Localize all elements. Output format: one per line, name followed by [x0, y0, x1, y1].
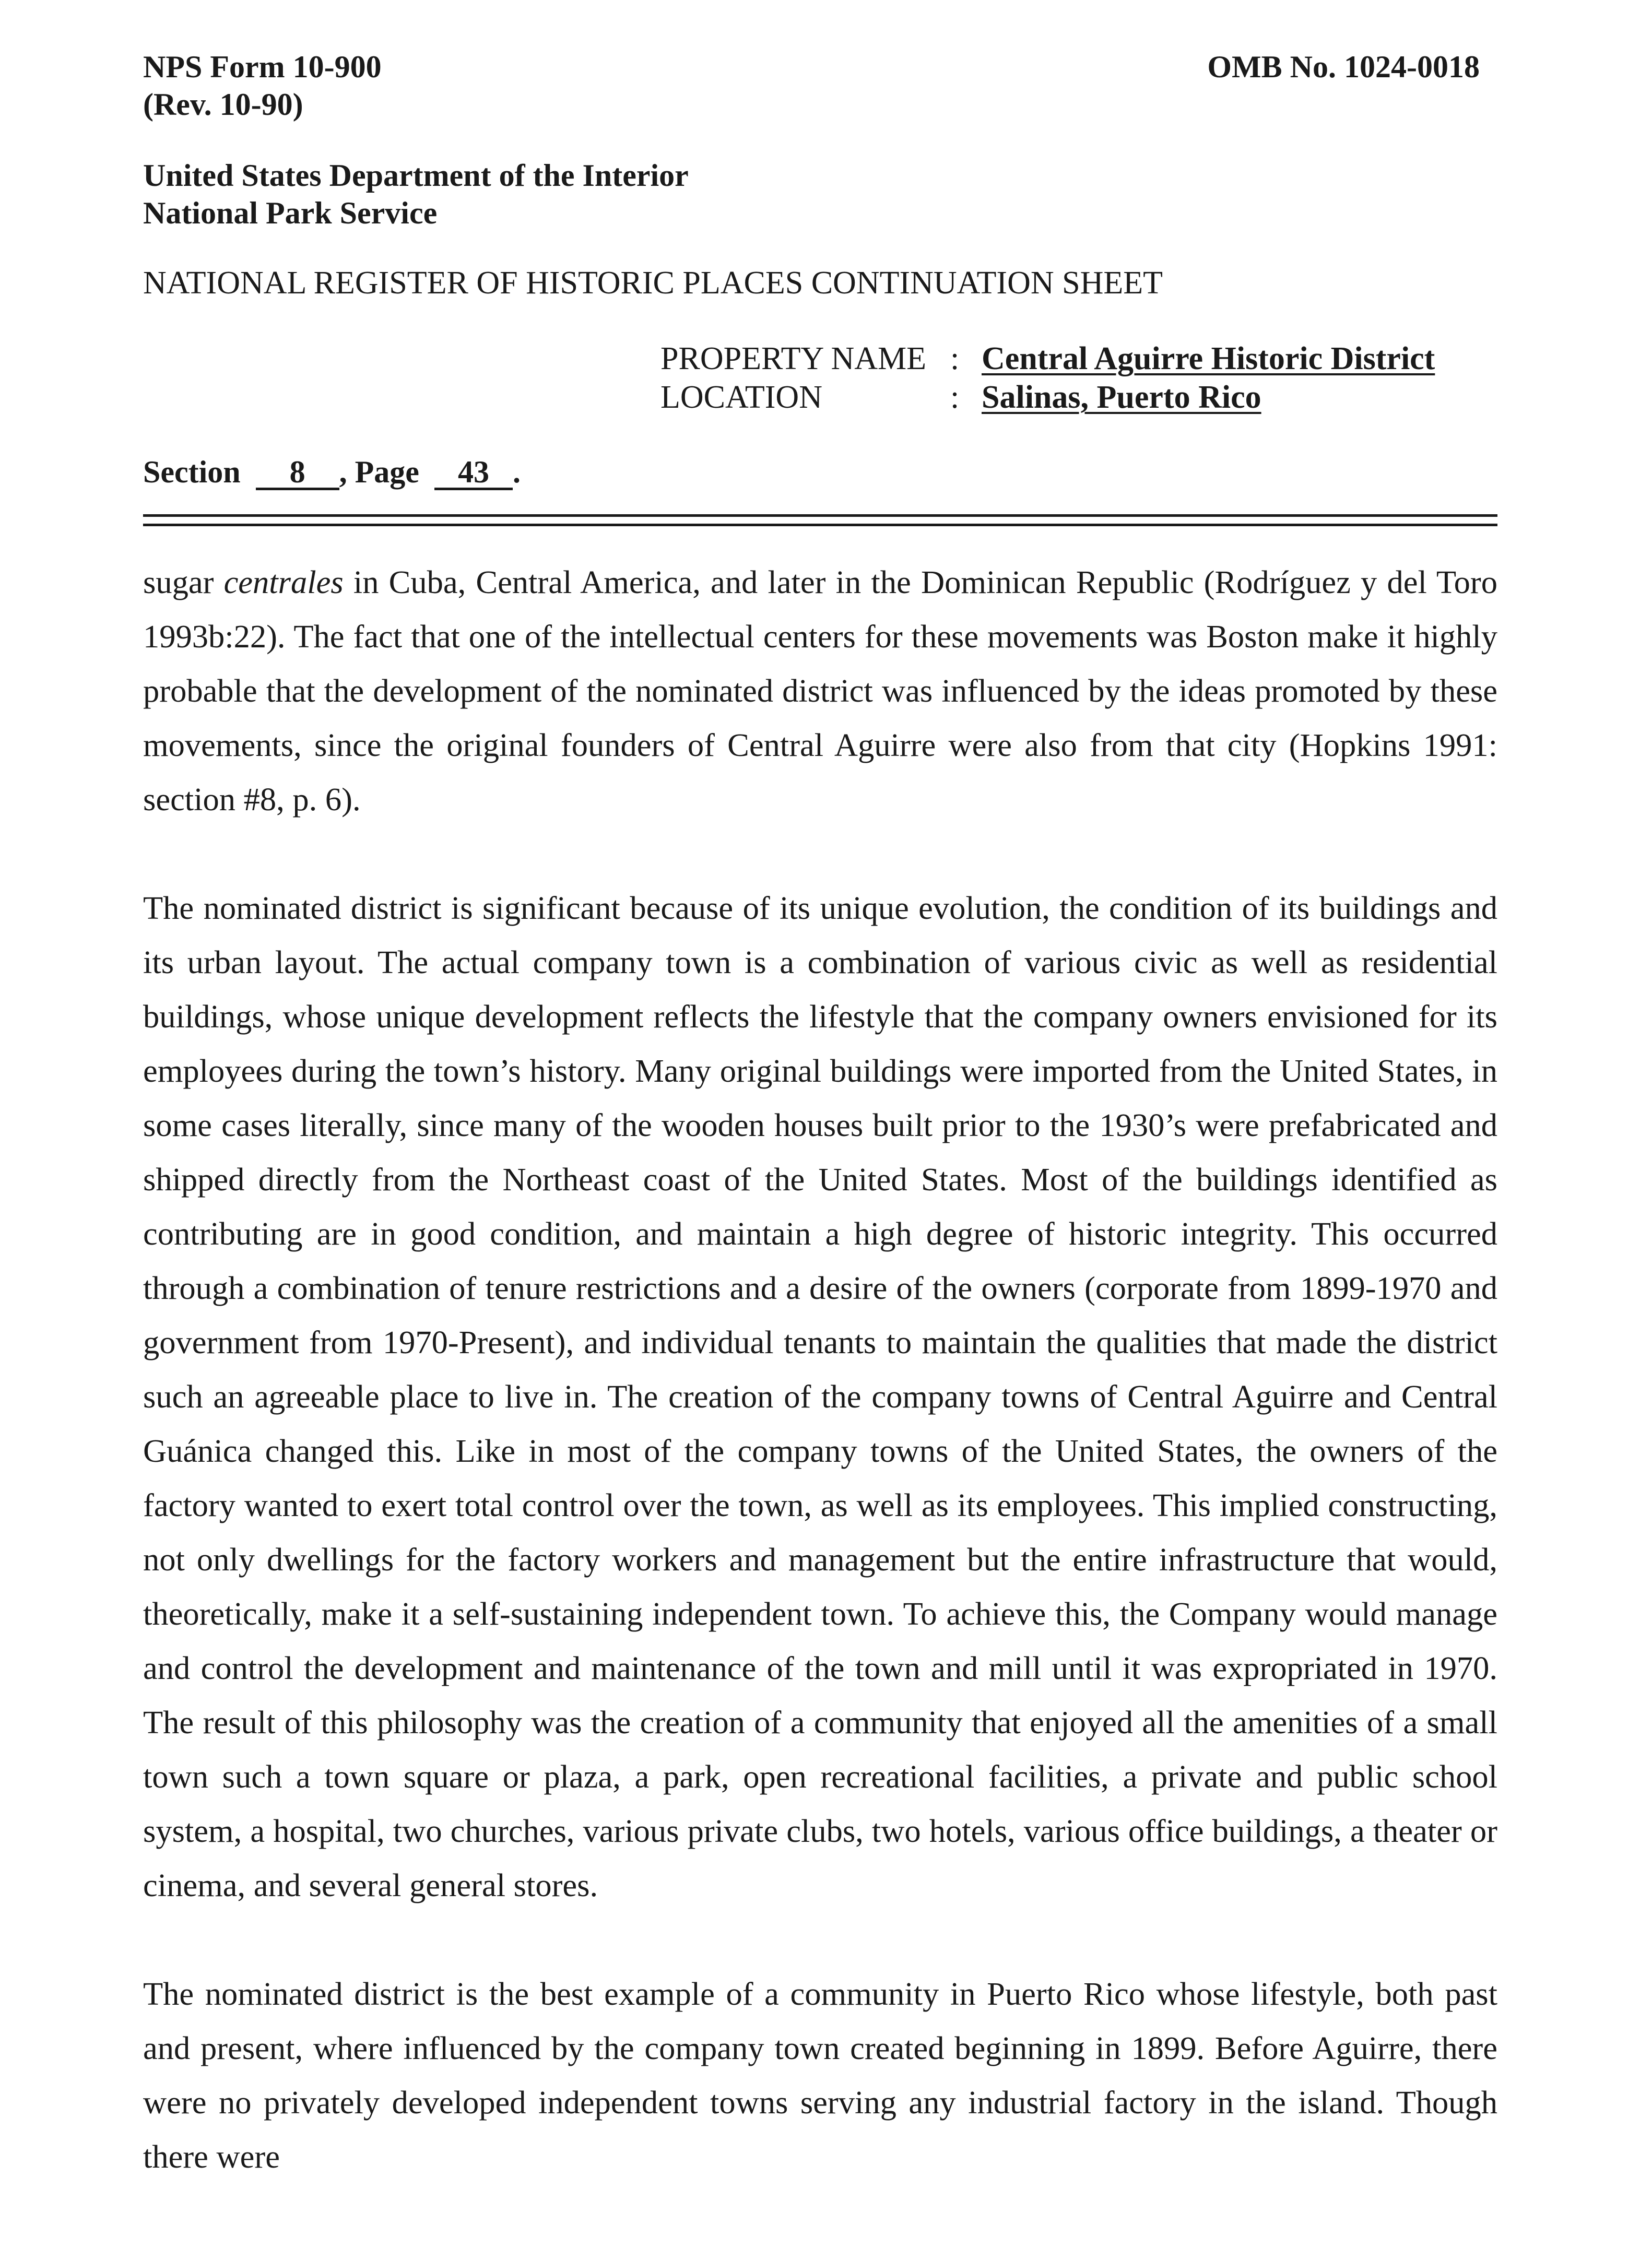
paragraph: The nominated district is significant because of its unique evolution, the condition of its buildings and its urban layout. The actual company town is a combination of various civic as well as residential buildings, whose unique development reflects the lifestyle that the company owners envisioned for its employees during the town’s history. Many original buildings were imported from the United States, in some cases literally, since many of the wooden houses built prior to the 1930’s were prefabricated and shipped directly from the Northeast coast of the United States. Most of the buildings identified as contributing are in good condition, and maintain a high degree of historic integrity. This occurred through a combination of tenure restrictions and a desire of the owners (corporate from 1899-1970 and government from 1970-Present), and individual tenants to maintain the qualities that made the district such an agreeable place to live in. The creation of the company towns of Central Aguirre and Central Guánica changed this. Like in most of the company towns of the United States, the owners of the factory wanted to exert total control over the town, as well as its employees. This implied constructing, not only dwellings for the factory workers and management but the entire infrastructure that would, theoretically, make it a self-sustaining independent town. To achieve this, the Company would manage and control the development and maintenance of the town and mill until it was expropriated in 1970. The result of this philosophy was the creation of a community that enjoyed all the amenities of a small town such a town square or plaza, a park, open recreational facilities, a private and public school system, a hospital, two churches, various private clubs, two hotels, various office buildings, a theater or cinema, and several general stores.	[143, 890, 1497, 1903]
paragraph	[143, 555, 1497, 826]
agency-block	[143, 157, 689, 232]
paragraph-lead: sugar	[143, 564, 224, 600]
paragraph: The nominated district is the best example of a community in Puerto Rico whose lifestyle, both past and present, where influenced by the company town created beginning in 1899. Before Aguirre, there were no privately developed independent towns serving any industrial factory in the island. Though there were	[143, 1975, 1497, 2175]
section-label: Section	[143, 455, 241, 489]
department-name: United States Department of the Interior	[143, 158, 689, 193]
italic-term: centrales	[223, 564, 344, 600]
property-block	[660, 339, 1435, 417]
agency-name: National Park Service	[143, 196, 438, 230]
location-separator: :	[950, 380, 960, 415]
form-identifier	[143, 48, 382, 123]
omb-number: OMB No. 1024-0018	[1207, 50, 1480, 84]
body-text	[143, 555, 1497, 2238]
section-page-line: Section 8 , Page 43 .	[143, 455, 521, 489]
property-name-row	[660, 339, 1435, 378]
location-row	[660, 378, 1435, 417]
location-value: Salinas, Puerto Rico	[982, 380, 1261, 415]
paragraph-rest: in Cuba, Central America, and later in the Dominican Republic (Rodríguez y del Toro 1993b:22). The fact that one of the intellectual centers for these movements was Boston make it highly probable that the development of the nominated district was influenced by the ideas promoted by these movements, since the original founders of Central Aguirre were also from that city (Hopkins 1991: section #8, p. 6).	[143, 564, 1497, 818]
form-revision: (Rev. 10-90)	[143, 87, 303, 122]
page-label: Page	[355, 455, 419, 489]
section-number: 8	[256, 456, 339, 490]
property-name-label: PROPERTY NAME	[660, 341, 926, 376]
sheet-title: NATIONAL REGISTER OF HISTORIC PLACES CONTINUATION SHEET	[143, 265, 1163, 301]
property-name-separator: :	[950, 341, 960, 376]
header-divider-bottom	[143, 524, 1497, 526]
form-number: NPS Form 10-900	[143, 50, 382, 84]
location-label: LOCATION	[660, 380, 822, 415]
header-divider-top	[143, 514, 1497, 517]
page-number: 43	[434, 456, 513, 490]
property-name-value: Central Aguirre Historic District	[982, 341, 1435, 376]
